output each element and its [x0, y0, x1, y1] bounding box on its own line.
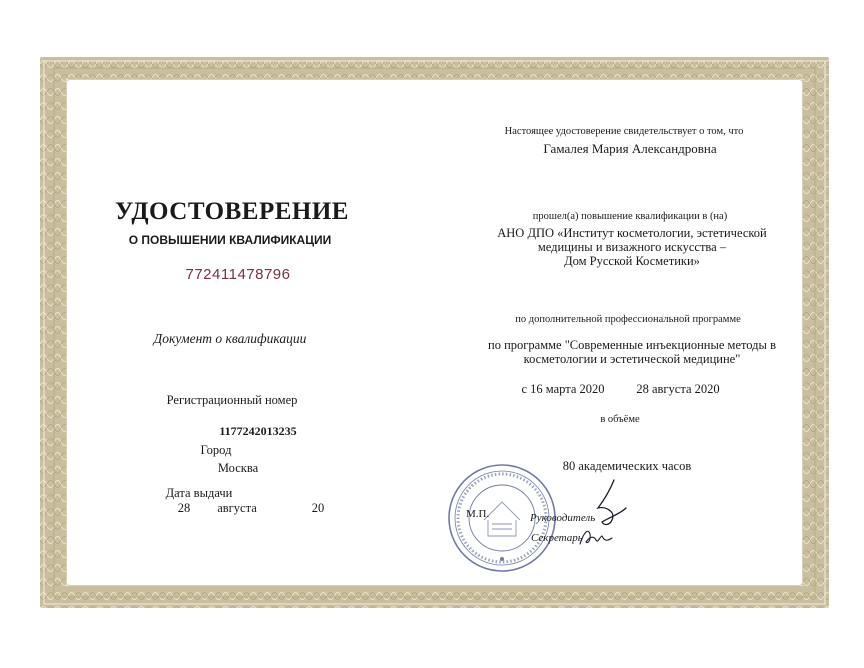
program-line: косметологии и эстетической медицине" [523, 352, 741, 366]
document-type: Документ о квалификации [153, 331, 307, 346]
study-date-from: с 16 марта 2020 [521, 382, 605, 396]
issue-date-year: 20 [311, 501, 325, 515]
secretary-signature-icon [578, 526, 614, 548]
registration-label: Регистрационный номер [166, 393, 298, 407]
city-value: Москва [217, 461, 259, 475]
director-signature-icon [590, 478, 630, 530]
certificate-subtitle: О ПОВЫШЕНИИ КВАЛИФИКАЦИИ [128, 233, 332, 247]
certificate-title: УДОСТОВЕРЕНИЕ [115, 198, 349, 225]
organization-line: Дом Русской Косметики» [564, 254, 700, 268]
organization-line: медицины и визажного искусства – [537, 240, 727, 254]
organization-name [497, 226, 767, 268]
qualification-text: прошел(а) повышение квалификации в (на) [532, 211, 728, 222]
issue-date-day: 28 [177, 501, 191, 515]
seal-place-label: М.П. [466, 508, 490, 520]
secretary-label: Секретарь [531, 532, 583, 544]
study-date-to: 28 августа 2020 [636, 382, 720, 396]
program-line: по программе "Современные инъекционные методы в [488, 338, 776, 352]
city-label: Город [200, 443, 232, 457]
certificate-number: 772411478796 [185, 266, 291, 283]
program-label: по дополнительной профессиональной программе [515, 314, 741, 325]
program-name [488, 338, 776, 366]
issue-date-label: Дата выдачи [165, 486, 233, 500]
hours-value: 80 академических часов [562, 459, 692, 473]
intro-text: Настоящее удостоверение свидетельствует о том, что [504, 126, 744, 137]
organization-line: АНО ДПО «Институт косметологии, эстетической [497, 226, 767, 240]
director-label: Руководитель [530, 512, 596, 524]
holder-name: Гамалея Мария Александровна [543, 141, 717, 156]
volume-label: в объёме [600, 414, 640, 425]
registration-number: 1177242013235 [219, 424, 297, 438]
issue-date-month: августа [217, 501, 257, 515]
